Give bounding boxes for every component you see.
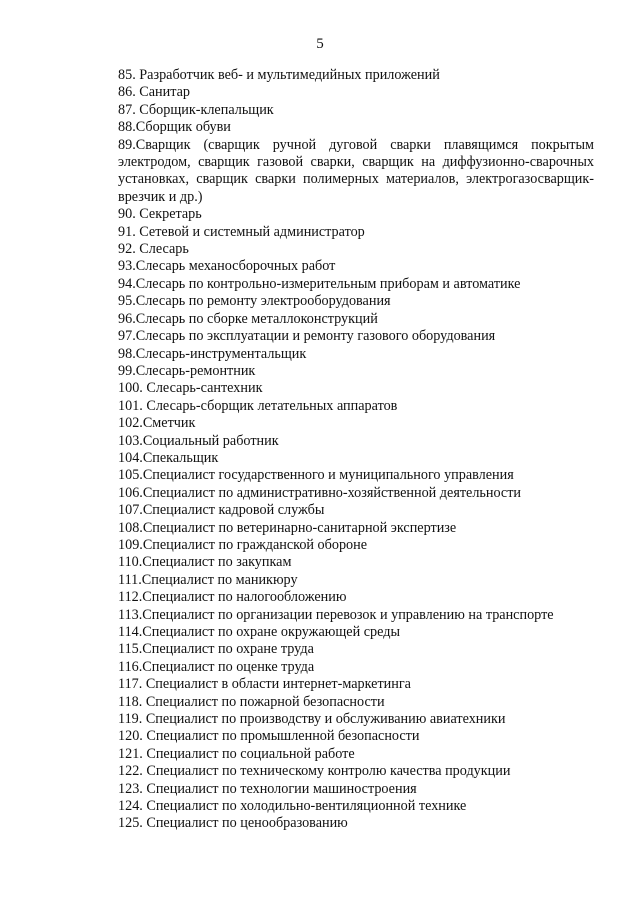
list-item: 102.Сметчик — [118, 415, 196, 432]
list-item: 99.Слесарь-ремонтник — [118, 362, 256, 379]
occupation-list — [118, 67, 594, 833]
list-item: 111.Специалист по маникюру — [118, 571, 298, 588]
list-item: 88.Сборщик обуви — [118, 119, 231, 136]
list-item: 125. Специалист по ценообразованию — [118, 815, 348, 832]
list-item: 98.Слесарь-инструментальщик — [118, 345, 307, 362]
list-item: 85. Разработчик веб- и мультимедийных приложений — [118, 67, 440, 83]
list-item: 116.Специалист по оценке труда — [118, 658, 315, 675]
list-item: 103.Социальный работник — [118, 432, 279, 449]
list-item: 117. Специалист в области интернет-маркетинга — [118, 676, 411, 693]
list-item: 97.Слесарь по эксплуатации и ремонту газового оборудования — [118, 328, 496, 345]
list-item: 122. Специалист по техническому контролю качества продукции — [118, 763, 511, 780]
page-number: 5 — [316, 36, 324, 52]
list-item: 100. Слесарь-сантехник — [118, 380, 263, 397]
list-item: 113.Специалист по организации перевозок и управлению на транспорте — [118, 606, 554, 623]
list-item: 105.Специалист государственного и муниципального управления — [118, 467, 514, 484]
list-item: 112.Специалист по налогообложению — [118, 589, 347, 606]
list-item: 107.Специалист кадровой службы — [118, 502, 325, 519]
list-item: 108.Специалист по ветеринарно-санитарной экспертизе — [118, 519, 457, 536]
list-item: 89.Сварщик (сварщик ручной дуговой сварки плавящимся покрытым электродом, сварщик газовой сварки, сварщик на диффузионно-сварочных установках, сварщик сварки полимерных материалов, электрогазосварщик-врезчик и др.) — [118, 136, 594, 205]
list-item: 115.Специалист по охране труда — [118, 641, 314, 658]
list-item: 110.Специалист по закупкам — [118, 554, 292, 571]
list-item: 92. Слесарь — [118, 241, 189, 258]
list-item: 91. Сетевой и системный администратор — [118, 223, 365, 240]
list-item: 104.Спекальщик — [118, 449, 219, 466]
list-item: 124. Специалист по холодильно-вентиляционной технике — [118, 798, 467, 815]
list-item: 101. Слесарь-сборщик летательных аппаратов — [118, 397, 398, 414]
list-item: 114.Специалист по охране окружающей среды — [118, 624, 400, 640]
list-item: 119. Специалист по производству и обслуживанию авиатехники — [118, 711, 506, 728]
list-item: 93.Слесарь механосборочных работ — [118, 258, 336, 275]
list-item: 120. Специалист по промышленной безопасности — [118, 728, 420, 745]
list-item: 86. Санитар — [118, 84, 190, 101]
list-item: 106.Специалист по административно-хозяйственной деятельности — [118, 484, 522, 501]
list-item: 118. Специалист по пожарной безопасности — [118, 693, 385, 710]
list-item: 96.Слесарь по сборке металлоконструкций — [118, 310, 378, 327]
list-item: 90. Секретарь — [118, 206, 202, 223]
list-item: 123. Специалист по технологии машиностроения — [118, 780, 417, 797]
list-item: 121. Специалист по социальной работе — [118, 745, 355, 762]
list-item: 87. Сборщик-клепальщик — [118, 101, 274, 118]
list-item: 95.Слесарь по ремонту электрооборудования — [118, 293, 391, 310]
list-item: 109.Специалист по гражданской обороне — [118, 536, 368, 553]
list-item: 94.Слесарь по контрольно-измерительным приборам и автоматике — [118, 275, 521, 292]
